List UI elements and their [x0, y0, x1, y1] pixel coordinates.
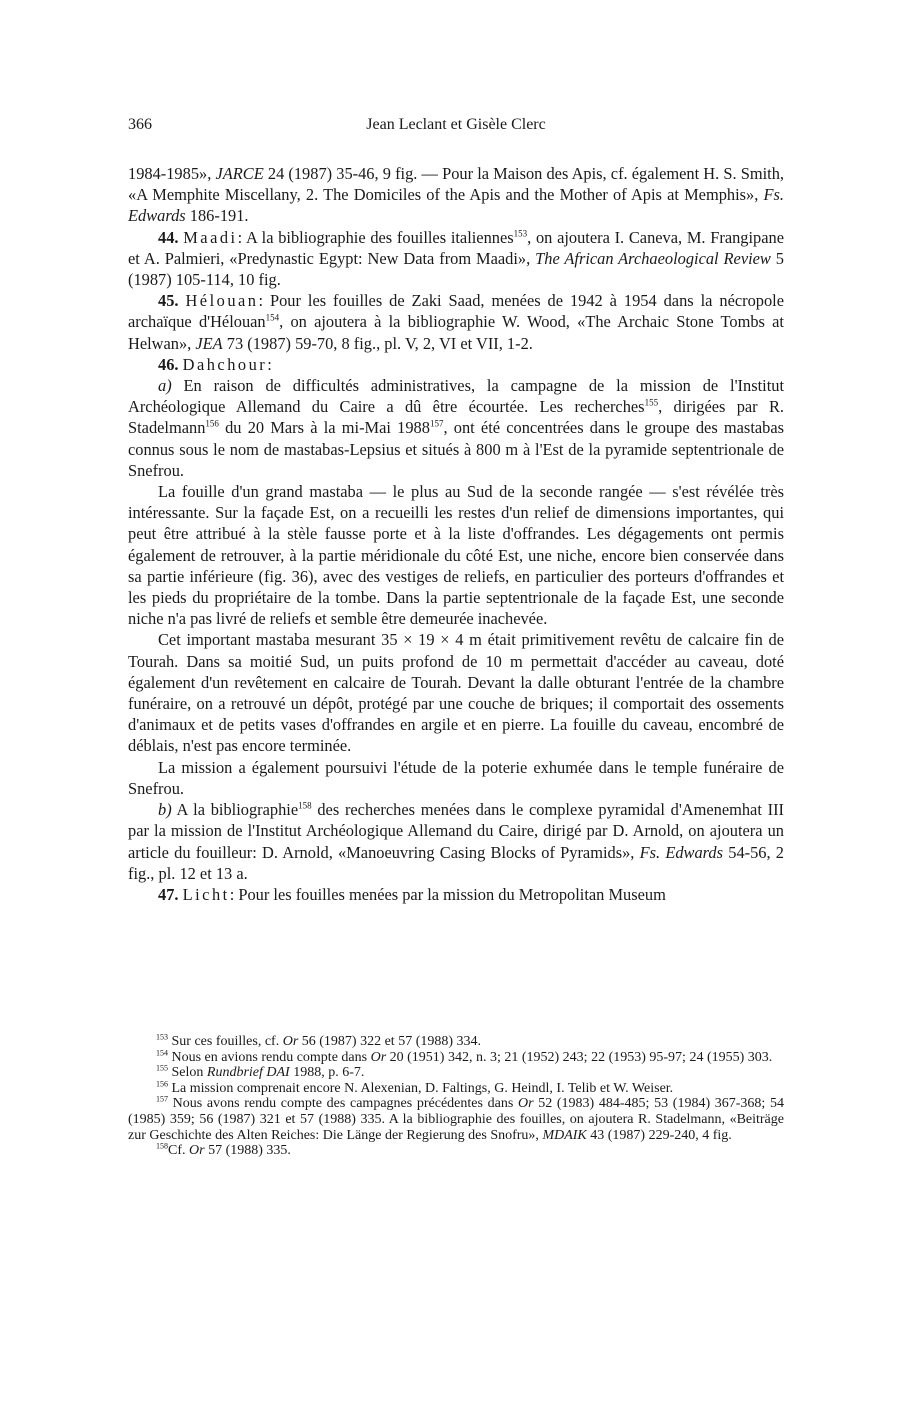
section-number: 44.: [158, 227, 179, 247]
site-name: Hélouan: [185, 291, 259, 311]
footnote-ref: 154: [265, 312, 280, 323]
site-name: Maadi: [183, 227, 238, 247]
page-header: [128, 116, 784, 146]
footnote: $^{154}$ Nous en avions rendu compte dans Or 20 (1951) 342, n. 3; 21 (1952) 243; 22 (1953) 95-97; 24 (1955) 303.: [156, 1047, 773, 1065]
paragraph-poterie: La mission a également poursuivi l'étude de la poterie exhumée dans le temple funéraire de Snefrou.: [128, 757, 784, 798]
footnote: $^{157}$ Nous avons rendu compte des campagnes précédentes dans Or 52 (1983) 484-485; 53 (1984) 367-368; 54 (1985) 359; 56 (1987) 321 et 57 (1988) 335. A la bibliographie des fouilles, on ajoutera R. Stadelmann, «Beiträge zur Geschichte des Alten Reiches: Die Länge der Regierung des Snofru», MDAIK 43 (1987) 229-240, 4 fig.: [128, 1094, 784, 1143]
site-name: Dahchour: [182, 354, 268, 374]
main-text: [128, 163, 784, 905]
section-45-helouan: 45. Hélouan: Pour les fouilles de Zaki Saad, menées de 1942 à 1954 dans la nécropole archaïque d'Hélouan$^{154}$, on ajoutera à la bibliographie W. Wood, «The Archaic Stone Tombs at Helwan», JEA 73 (1987) 59-70, 8 fig., pl. V, 2, VI et VII, 1-2.: [128, 291, 784, 353]
page: [128, 116, 784, 905]
footnote: $^{158}$Cf. Or 57 (1988) 335.: [156, 1141, 291, 1159]
footnote-ref: 155: [644, 397, 659, 408]
paragraph-mastaba-fouille: La fouille d'un grand mastaba — le plus au Sud de la seconde rangée — s'est révélée très intéressante. Sur la façade Est, on a recueilli les restes d'un relief de dimensions importantes, qui peut être attribué à la stèle fausse porte et à la liste d'offrandes. Les dégagements ont permis également de retrouver, à la partie méridionale du côté Est, une niche, encore bien conservée dans sa partie inférieure (fig. 36), avec des vestiges de reliefs, en particulier des porteurs d'offrandes et les pieds du propriétaire de la tombe. Dans la partie septentrionale de la façade Est, une seconde niche n'a pas livré de reliefs et semble être demeurée inachevée.: [128, 482, 784, 629]
site-name: Licht: [182, 884, 230, 904]
section-46-dahchour: 46. Dahchour:: [158, 354, 272, 374]
footnote: $^{153}$ Sur ces fouilles, cf. Or 56 (1987) 322 et 57 (1988) 334.: [156, 1032, 482, 1049]
footnotes: [128, 1034, 784, 1159]
footnote-ref: 157: [429, 418, 444, 429]
footnote: $^{155}$ Selon Rundbrief DAI 1988, p. 6-7.: [156, 1063, 365, 1081]
running-title: Jean Leclant et Gisèle Clerc: [366, 116, 546, 133]
paragraph-46a: a) En raison de difficultés administratives, la campagne de la mission de l'Institut Archéologique Allemand du Caire a dû être écourtée. Les recherches$^{155}$, dirigées par R. Stadelmann$^{156}$ du 20 Mars à la mi-Mai 1988$^{157}$, ont été concentrées dans le groupe des mastabas connus sous le nom de mastabas-Lepsius et situés à 800 m à l'Est de la pyramide septentrionale de Snefrou.: [128, 376, 784, 480]
page-number: 366: [128, 116, 152, 133]
footnote: $^{156}$ La mission comprenait encore N. Alexenian, D. Faltings, G. Heindl, I. Telib et W. Weiser.: [156, 1079, 674, 1096]
paragraph-continuation: 1984-1985», JARCE 24 (1987) 35-46, 9 fig. — Pour la Maison des Apis, cf. également H. S. Smith, «A Memphite Miscellany, 2. The Domiciles of the Apis and the Mother of Apis at Memphis», Fs. Edwards 186-191.: [128, 164, 784, 226]
section-number: 46.: [158, 354, 179, 374]
footnote-ref: 156: [205, 418, 219, 429]
footnote-ref: 158: [298, 800, 312, 811]
section-44-maadi: 44. Maadi: A la bibliographie des fouilles italiennes$^{153}$, on ajoutera I. Caneva, M. Frangipane et A. Palmieri, «Predynastic Egypt: New Data from Maadi», The African Archaeological Review 5 (1987) 105-114, 10 fig.: [128, 227, 784, 290]
section-47-licht: 47. Licht: Pour les fouilles menées par la mission du Metropolitan Museum: [158, 884, 666, 904]
paragraph-46b: b) A la bibliographie$^{158}$ des recherches menées dans le complexe pyramidal d'Amenemhat III par la mission de l'Institut Archéologique Allemand du Caire, dirigé par D. Arnold, on ajoutera un article du fouilleur: D. Arnold, «Manoeuvring Casing Blocks of Pyramids», Fs. Edwards 54-56, 2 fig., pl. 12 et 13 a.: [128, 800, 785, 883]
footnote-ref: 153: [513, 228, 528, 239]
section-number: 45.: [158, 291, 179, 311]
section-number: 47.: [158, 884, 179, 904]
paragraph-mastaba-dimensions: Cet important mastaba mesurant 35 × 19 × 4 m était primitivement revêtu de calcaire fin de Tourah. Dans sa moitié Sud, un puits profond de 10 m permettait d'accéder au caveau, doté également d'un revêtement en calcaire de Tourah. Devant la dalle obturant l'entrée de la chambre funéraire, on a retrouvé un dépôt, protégé par une couche de briques; il comportait des ossements d'animaux et de petits vases d'offrandes en argile et en pierre. La fouille du caveau, encombré de déblais, n'est pas encore terminée.: [128, 630, 784, 756]
